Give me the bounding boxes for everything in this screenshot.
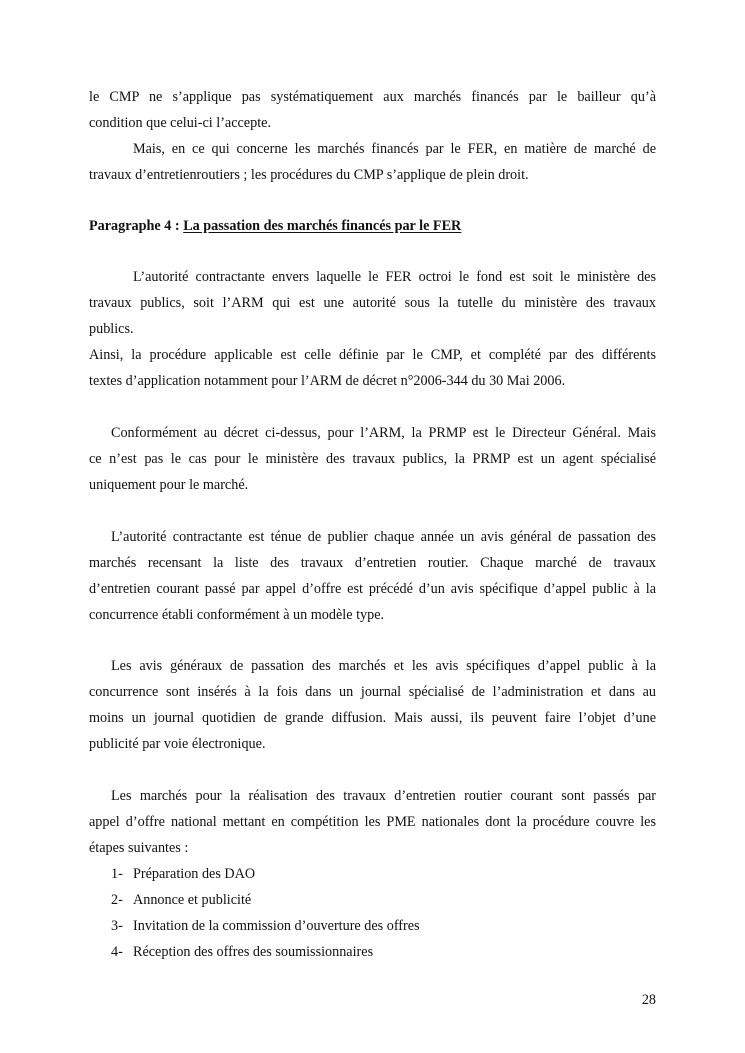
text-line: uniquement pour le marché. — [89, 477, 249, 493]
list-item — [89, 861, 656, 887]
text-line: Mais, en ce qui concerne les marchés financés par le FER, en matière de marché de — [133, 141, 656, 157]
list-item — [89, 913, 656, 939]
text-line: Les marchés pour la réalisation des travaux d’entretien routier courant sont passés par — [111, 788, 656, 804]
text-line: textes d’application notamment pour l’ARM de décret n°2006-344 du 30 Mai 2006. — [89, 373, 566, 389]
text-line: Les avis généraux de passation des marchés et les avis spécifiques d’appel public à la — [111, 658, 656, 674]
list-item — [89, 887, 656, 913]
paragraph-appel-offre — [89, 783, 656, 965]
text-line: L’autorité contractante envers laquelle le FER octroi le fond est soit le ministère des — [133, 269, 656, 285]
list-number: 1- — [111, 866, 123, 882]
list-text: Annonce et publicité — [133, 892, 252, 908]
text-line: publics. — [89, 321, 134, 337]
paragraph-avis-general — [89, 524, 656, 628]
text-line: marchés recensant la liste des travaux d’entretien routier. Chaque marché de travaux — [89, 555, 656, 571]
list-number: 2- — [111, 892, 123, 908]
list-text: Invitation de la commission d’ouverture des offres — [133, 918, 420, 934]
text-line: travaux publics, soit l’ARM qui est une autorité sous la tutelle du ministère des travaux — [89, 295, 656, 311]
list-number: 3- — [111, 918, 123, 934]
page-number: 28 — [641, 992, 656, 1008]
text-line: appel d’offre national mettant en compétition les PME nationales dont la procédure couvre les — [89, 814, 656, 830]
paragraph-prmp — [89, 420, 656, 498]
paragraph-autorite — [89, 264, 656, 394]
text-line: concurrence sont insérés à la fois dans un journal spécialisé de l’administration et dans au — [89, 684, 656, 700]
steps-list — [89, 861, 656, 965]
text-line: L’autorité contractante est ténue de publier chaque année un avis général de passation des — [111, 529, 656, 545]
text-line: concurrence établi conformément à un modèle type. — [89, 607, 385, 623]
list-item — [89, 939, 656, 965]
text-line: ce n’est pas le cas pour le ministère des travaux publics, la PRMP est un agent spécialisé — [89, 451, 656, 467]
section-heading — [89, 213, 656, 239]
list-text: Réception des offres des soumissionnaires — [133, 944, 374, 960]
text-line: Ainsi, la procédure applicable est celle définie par le CMP, et complété par des différents — [89, 347, 656, 363]
list-text: Préparation des DAO — [133, 866, 256, 882]
paragraph-publicite — [89, 653, 656, 757]
text-line: publicité par voie électronique. — [89, 736, 266, 752]
text-line: le CMP ne s’applique pas systématiquement aux marchés financés par le bailleur qu’à — [89, 89, 656, 105]
text-line: d’entretien courant passé par appel d’offre est précédé d’un avis spécifique d’appel public à la — [89, 581, 656, 597]
heading-prefix: Paragraphe 4 : — [89, 218, 184, 234]
list-number: 4- — [111, 944, 123, 960]
text-line: moins un journal quotidien de grande diffusion. Mais aussi, ils peuvent faire l’objet d’une — [89, 710, 656, 726]
heading-title: La passation des marchés financés par le FER — [183, 218, 462, 234]
text-line: étapes suivantes : — [89, 840, 189, 856]
text-line: condition que celui-ci l’accepte. — [89, 115, 271, 131]
paragraph-cmp-bailleur — [89, 84, 656, 188]
text-line: travaux d’entretienroutiers ; les procédures du CMP s’applique de plein droit. — [89, 167, 529, 183]
text-line: Conformément au décret ci-dessus, pour l’ARM, la PRMP est le Directeur Général. Mais — [111, 425, 656, 441]
